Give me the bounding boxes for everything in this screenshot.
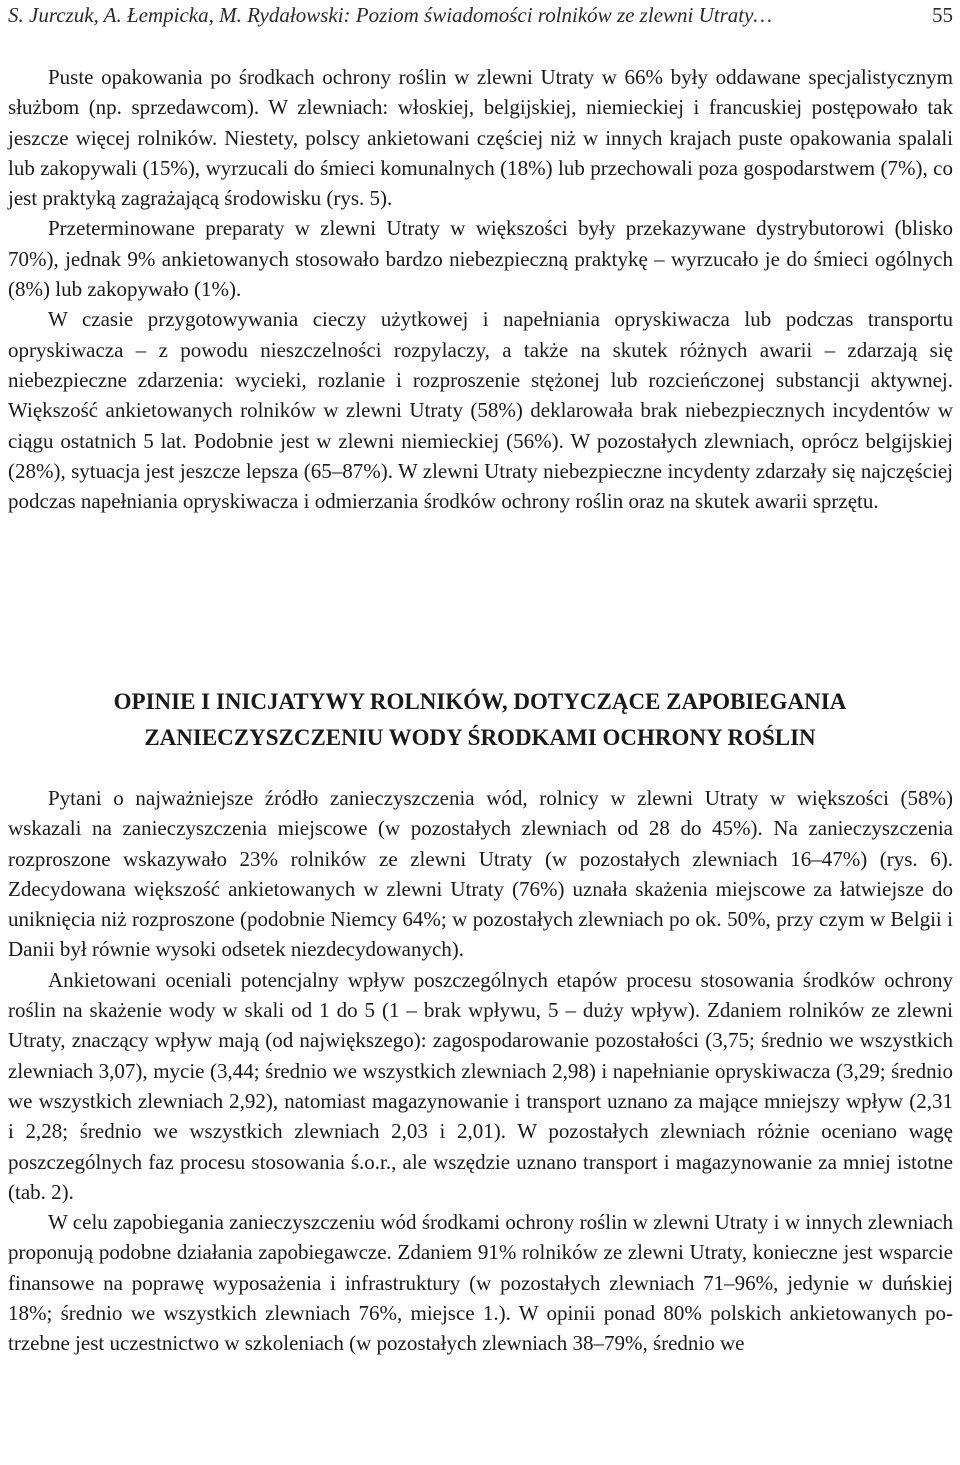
paragraph-preventive-actions: W celu zapobiegania zanieczyszczeniu wód środkami ochrony roślin w zlewni Utraty i w innych zlewniach proponują podobne działania zapobiegawcze. Zdaniem 91% rolników ze zlewni Utraty, konieczne jest wsparcie finansowe na poprawę wyposażenia i infrastruktury (w pozostałych zlewniach 71–96%, jedynie w duńskiej 18%; średnio we wszystkich zlewniach 76%, miejsce 1.). W opinii ponad 80% polskich ankietowanych potrzebne jest uczestnictwo w szkoleniach (w pozostałych zlewniach 38–79%, średnio we	[8, 1210, 953, 1356]
paragraph-empty-packaging: Puste opakowania po środkach ochrony roślin w zlewni Utraty w 66% były oddawane specjalistycznym służbom (np. sprzedawcom). W zlewniach: włoskiej, belgijskiej, niemieckiej i francuskiej postępowało tak jeszcze więcej rolników. Niestety, polscy ankietowani częściej niż w innych krajach puste opakowania spalali lub zakopywali (15%), wyrzucali do śmieci komunalnych (18%) lub przechowali poza gospodarstwem (7%), co jest praktyką zagrażającą środowisku (rys. 5).	[8, 65, 953, 211]
paragraph-process-stages: Ankietowani oceniali potencjalny wpływ poszczególnych etapów procesu stosowania środków ochrony roślin na skażenie wody w skali od 1 do 5 (1 – brak wpływu, 5 – duży wpływ). Zdaniem rolników ze zlewni Utraty, znaczący wpływ mają (od największego): zagospodarowanie pozostałości (3,75; średnio we wszystkich zlewniach 3,07), mycie (3,44; średnio we wszystkich zlewniach 2,98) i napełnianie opryskiwacza (3,29; średnio we wszystkich zlewniach 2,92), natomiast magazynowanie i transport uznano za mające mniejszy wpływ (2,31 i 2,28; średnio we wszystkich zlewniach 2,03 i 2,01). W pozostałych zlewniach różnie oceniano wagę poszczególnych faz procesu stosowania ś.o.r., ale wszędzie uznano transport i magazynowanie za mniej istotne (tab. 2).	[8, 967, 953, 1204]
section-heading-line-1: OPINIE I INICJATYWY ROLNIKÓW, DOTYCZĄCE ZAPOBIEGANIA	[113, 689, 847, 714]
page-number: 55	[932, 3, 953, 27]
running-head-title: S. Jurczuk, A. Łempicka, M. Rydałowski: Poziom świadomości rolników ze zlewni Utraty…	[8, 3, 773, 27]
running-head	[8, 0, 953, 30]
section-heading-line-2: ZANIECZYSZCZENIU WODY ŚRODKAMI OCHRONY ROŚLIN	[144, 725, 816, 750]
paragraph-pollution-sources: Pytani o najważniejsze źródło zanieczyszczenia wód, rolnicy w zlewni Utraty w większości (58%) wskazali na zanieczyszczenia miejscowe (w pozostałych zlewniach od 28 do 45%). Na zanieczyszczenia rozproszone wskazywało 23% rolników ze zlewni Utraty (w pozostałych zlewniach 16–47%) (rys. 6). Zdecydowana większość ankietowanych w zlewni Utraty (76%) uznała skażenia miejscowe za łatwiejsze do uniknięcia niż rozproszone (podobnie Niemcy 64%; w pozostałych zlewniach po ok. 50%, przy czym w Belgii i Danii był równie wysoki odsetek niezdecydowanych).	[8, 786, 953, 962]
paragraph-hazardous-incidents: W czasie przygotowywania cieczy użytkowej i napełniania opryskiwacza lub podczas transportu opryskiwacza – z powodu nieszczelności rozpylaczy, a także na skutek różnych awarii – zdarzają się niebezpieczne zdarzenia: wycieki, rozlanie i rozproszenie stężonej lub rozcieńczonej substancji aktywnej. Większość ankietowanych rolników w zlewni Utraty (58%) deklarowała brak niebezpiecznych incydentów w ciągu ostatnich 5 lat. Podobnie jest w zlewni niemieckiej (56%). W pozostałych zlewniach, oprócz belgijskiej (28%), sytuacja jest jeszcze lepsza (65–87%). W zlewni Utraty niebezpieczne incydenty zdarzały się najczęściej podczas napełniania opryskiwacza i odmierzania środków ochrony roślin oraz na skutek awarii sprzętu.	[8, 307, 953, 514]
body-text-bottom	[8, 783, 953, 1359]
section-heading	[0, 684, 960, 756]
body-text-top	[8, 62, 953, 516]
paragraph-expired-products: Przeterminowane preparaty w zlewni Utraty w większości były przekazywane dystrybutorowi (blisko 70%), jednak 9% ankietowanych stosowało bardzo niebezpieczną praktykę – wyrzucało je do śmieci ogólnych (8%) lub zakopywało (1%).	[8, 216, 953, 302]
